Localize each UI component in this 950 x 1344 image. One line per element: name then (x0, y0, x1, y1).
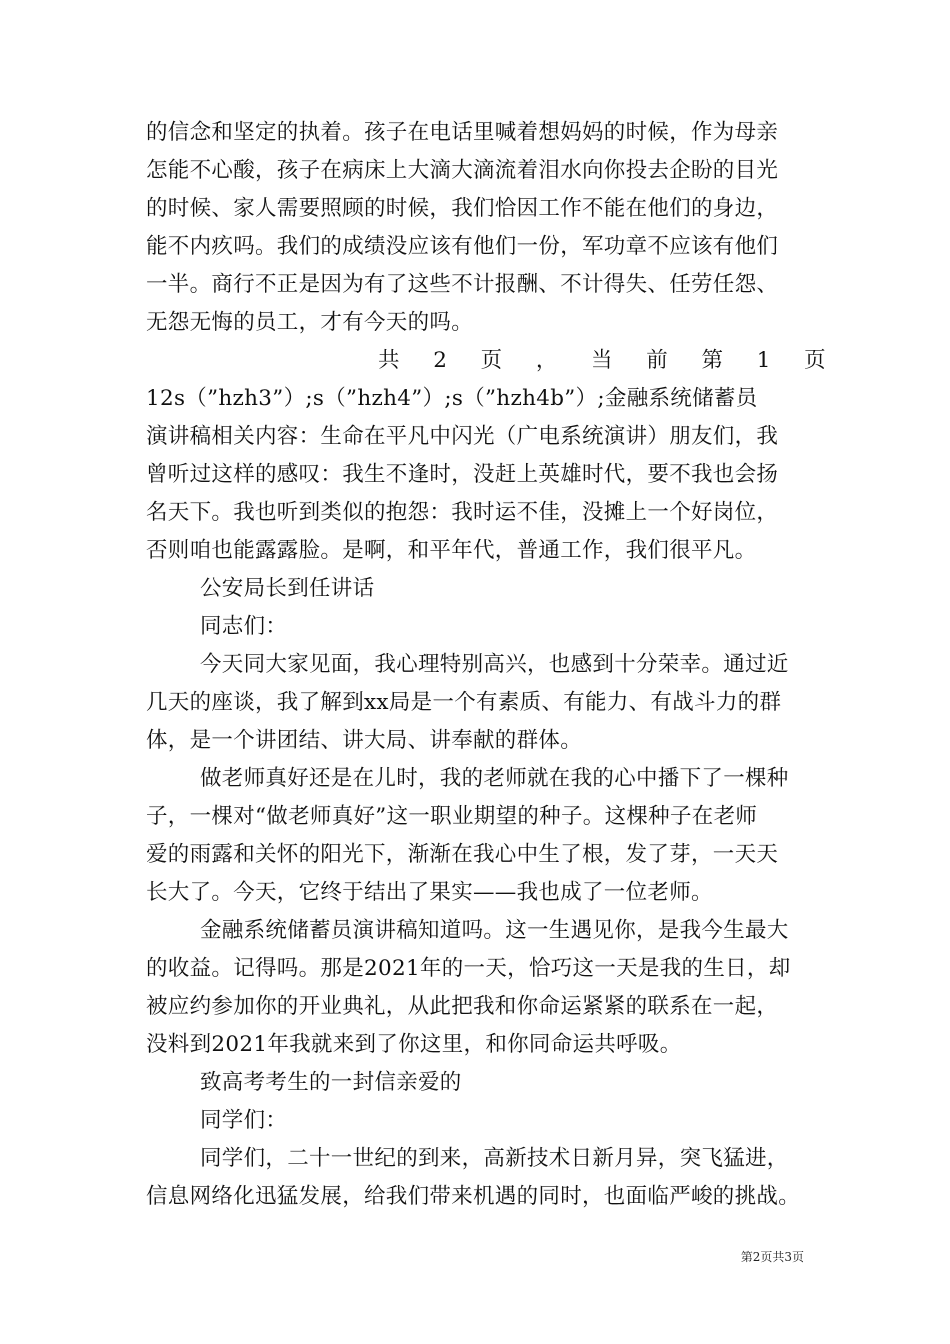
paragraph-first-line: 做老师真好还是在儿时，我的老师就在我的心中播下了一棵种 (200, 766, 789, 791)
text-line: 被应约参加你的开业典礼，从此把我和你命运紧紧的联系在一起， (146, 994, 779, 1019)
text-line: 没料到2021年我就来到了你这里，和你同命运共呼吸。 (146, 1032, 682, 1057)
text-line: 无怨无悔的员工，才有今天的吗。 (146, 310, 474, 335)
text-line: 子，一棵对“做老师真好”这一职业期望的种子。这棵种子在老师 (146, 804, 758, 829)
text-line: 怎能不心酸，孩子在病床上大滴大滴流着泪水向你投去企盼的目光 (146, 158, 779, 183)
text-line: 的信念和坚定的执着。孩子在电话里喊着想妈妈的时候，作为母亲 (146, 120, 779, 145)
paragraph-first-line: 同学们： (200, 1108, 288, 1133)
text-line: 能不内疚吗。我们的成绩没应该有他们一份，军功章不应该有他们 (146, 234, 779, 259)
page-marker-token: 前 (646, 348, 669, 373)
text-line: 爱的雨露和关怀的阳光下，渐渐在我心中生了根，发了芽，一天天 (146, 842, 779, 867)
page-marker-token: 2 (433, 348, 448, 373)
text-line: 曾听过这样的感叹：我生不逢时，没赶上英雄时代，要不我也会扬 (146, 462, 779, 487)
text-line: 名天下。我也听到类似的抱怨：我时运不佳，没摊上一个好岗位， (146, 500, 779, 525)
paragraph-first-line: 金融系统储蓄员演讲稿知道吗。这一生遇见你，是我今生最大 (200, 918, 789, 943)
text-line: 的时候、家人需要照顾的时候，我们恰因工作不能在他们的身边， (146, 196, 779, 221)
body-text (146, 114, 826, 1216)
page-marker-line (146, 342, 826, 380)
page-marker-token: 1 (756, 348, 771, 373)
text-line: 演讲稿相关内容：生命在平凡中闪光（广电系统演讲）朋友们，我 (146, 424, 779, 449)
paragraph-first-line: 今天同大家见面，我心理特别高兴，也感到十分荣幸。通过近 (200, 652, 789, 677)
text-line: 体，是一个讲团结、讲大局、讲奉献的群体。 (146, 728, 583, 753)
text-line: 信息网络化迅猛发展，给我们带来机遇的同时，也面临严峻的挑战。 (146, 1184, 801, 1209)
text-line: 否则咱也能露露脸。是啊，和平年代，普通工作，我们很平凡。 (146, 538, 757, 563)
text-line: 的收益。记得吗。那是2021年的一天，恰巧这一天是我的生日，却 (146, 956, 791, 981)
page-marker-token: 共 (378, 348, 400, 373)
text-line: 一半。商行不正是因为有了这些不计报酬、不计得失、任劳任怨、 (146, 272, 779, 297)
page-footer: 第2页共3页 (740, 1250, 804, 1264)
page-marker-token: 页 (480, 348, 503, 373)
page-marker-token: 当 (591, 348, 613, 373)
paragraph-first-line: 同志们： (200, 614, 288, 639)
paragraph-first-line: 同学们，二十一世纪的到来，高新技术日新月异，突飞猛进， (200, 1146, 789, 1171)
page-marker-token: ， (535, 348, 558, 373)
text-line: 长大了。今天，它终于结出了果实——我也成了一位老师。 (146, 880, 713, 905)
text-line: 几天的座谈，我了解到xx局是一个有素质、有能力、有战斗力的群 (146, 690, 782, 715)
page-marker-token: 第 (701, 348, 724, 373)
paragraph-first-line: 致高考考生的一封信亲爱的 (200, 1070, 462, 1095)
paragraph-first-line: 公安局长到任讲话 (200, 576, 375, 601)
text-line: 12s（”hzh3”）;s（”hzh4”）;s（”hzh4b”）;金融系统储蓄员 (146, 386, 758, 411)
page-marker-token: 页 (804, 348, 826, 373)
